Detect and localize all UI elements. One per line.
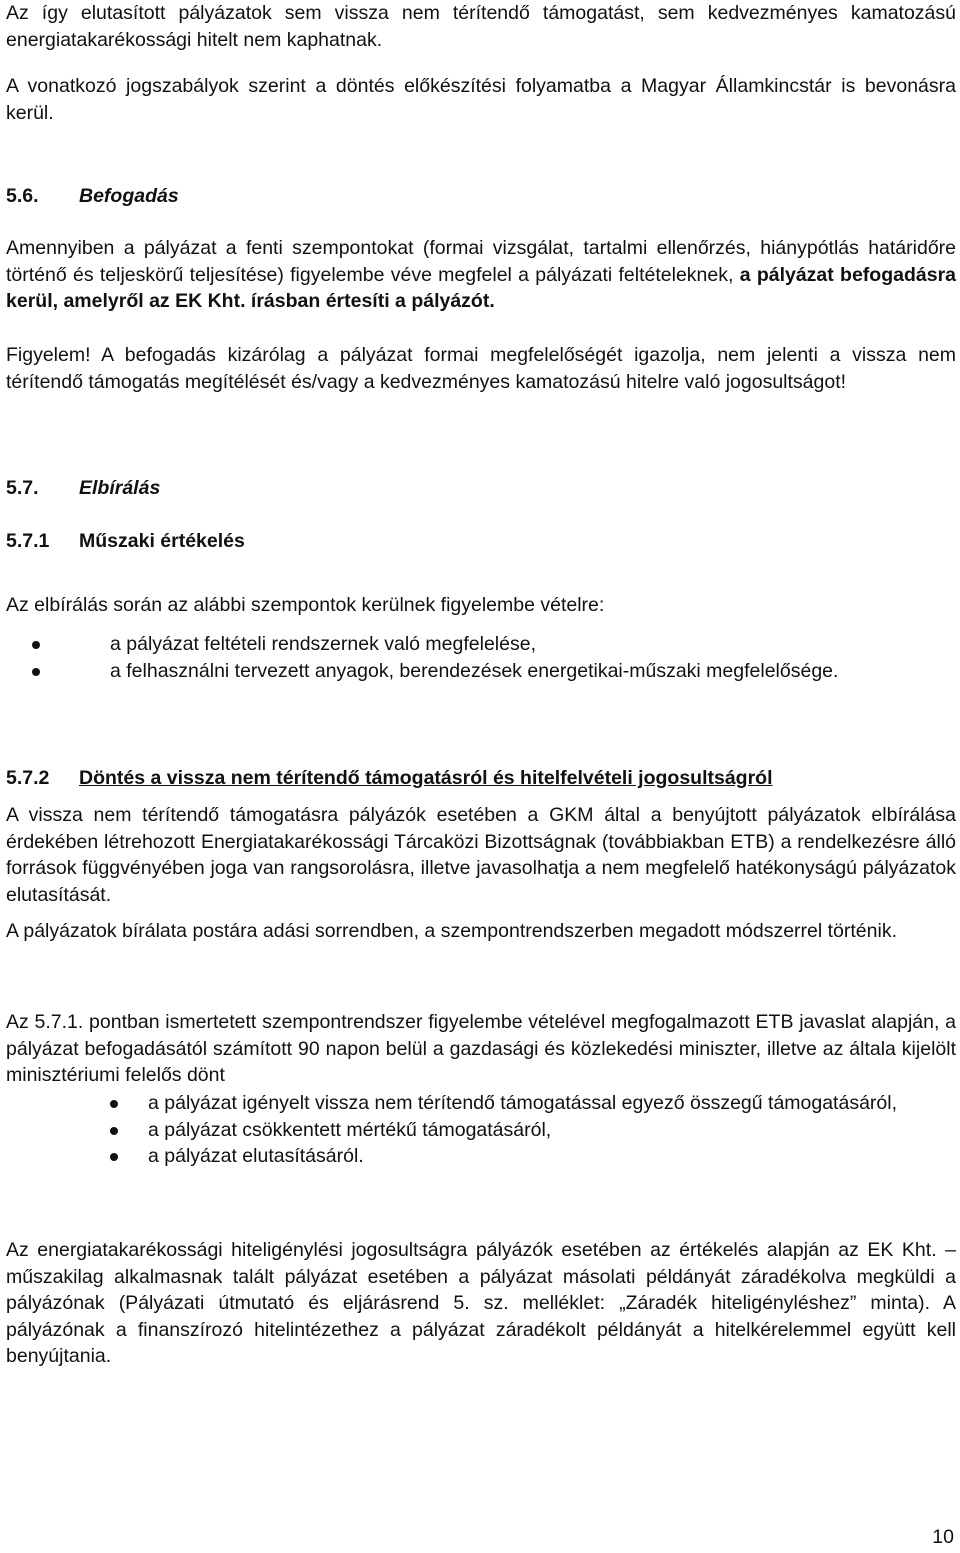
paragraph-emphasis: a pályázat befogadásra kerül, amelyről az EK Kht. írásban értesíti a pályázót. [6,263,956,312]
section-5-7-1-heading [6,528,956,555]
intro-paragraph-2: A vonatkozó jogszabályok szerint a döntés előkészítési folyamatba a Magyar Államkincstár is bevonásra kerül. [6,75,956,124]
section-number: 5.7.1 [6,530,50,552]
section-number: 5.7.2 [6,767,50,789]
section-5-7-2-paragraph-4: Az energiatakarékossági hiteligénylési jogosultságra pályázók esetében az értékelés alapján az EK Kht. – műszakilag alkalmasnak talált pályázat esetében a pályázat másolati példányát záradékolva megküldi a pályázónak (Pályázati útmutató és eljárásrend 5. sz. melléklet: „Záradék hiteligényléshez” minta). A pályázónak a finanszírozó hitelintézethez a pályázat záradékolt példányát a hitelkérelemmel együtt kell benyújtania. [6,1239,956,1367]
list-item: a felhasználni tervezett anyagok, berendezések energetikai-műszaki megfelelősége. [110,658,956,685]
section-5-6-paragraph-1 [6,235,956,315]
section-5-6-heading [6,183,956,210]
list-item: a pályázat csökkentett mértékű támogatásáról, [148,1117,956,1144]
paragraph-text: Amennyiben a pályázat a fenti szempontokat (formai vizsgálat, tartalmi ellenőrzés, hiánypótlás határidőre történő és teljeskörű teljesítése) figyelembe véve megfelel a pályázati feltételeknek, [6,237,956,286]
section-title: Befogadás [79,185,179,207]
section-5-7-2-paragraph-3: Az 5.7.1. pontban ismertetett szempontrendszer figyelembe vételével megfogalmazott ETB javaslat alapján, a pályázat befogadásától számított 90 napon belül a gazdasági és közlekedési miniszter, illetve az általa kijelölt minisztériumi felelős dönt [6,1011,956,1086]
section-5-7-heading [6,475,956,502]
list-item: a pályázat elutasításáról. [148,1143,956,1170]
decision-list [148,1090,956,1170]
section-5-6-warning: Figyelem! A befogadás kizárólag a pályázat formai megfelelőségét igazolja, nem jelenti a vissza nem térítendő támogatás megítélését és/vagy a kedvezményes kamatozású hitelre való jogosultságot! [6,344,956,393]
criteria-list [110,631,956,684]
section-5-7-1-paragraph: Az elbírálás során az alábbi szempontok kerülnek figyelembe vételre: [6,594,605,616]
section-number: 5.6. [6,185,39,207]
section-5-7-2-paragraph-1: A vissza nem térítendő támogatásra pályázók esetében a GKM által a benyújtott pályázatok elbírálása érdekében létrehozott Energiatakarékossági Tárcaközi Bizottságnak (továbbiakban ETB) a rendelkezésre álló források függvényében joga van rangsorolásra, illetve javasolhatja a nem megfelelő hatékonyságú pályázatok elutasítását. [6,804,956,906]
page-number: 10 [932,1526,954,1548]
section-5-7-2-paragraph-2: A pályázatok bírálata postára adási sorrendben, a szempontrendszerben megadott módszerrel történik. [6,920,898,942]
list-item: a pályázat igényelt vissza nem térítendő támogatással egyező összegű támogatásáról, [148,1090,956,1117]
list-item: a pályázat feltételi rendszernek való megfelelése, [110,631,956,658]
section-title: Műszaki értékelés [79,530,245,552]
intro-paragraph-1: Az így elutasított pályázatok sem vissza nem térítendő támogatást, sem kedvezményes kamatozású energiatakarékossági hitelt nem kaphatnak. [6,2,956,51]
section-title: Döntés a vissza nem térítendő támogatásról és hitelfelvételi jogosultságról [79,767,773,789]
section-title: Elbírálás [79,477,161,499]
section-5-7-2-heading [6,765,956,792]
section-number: 5.7. [6,477,39,499]
